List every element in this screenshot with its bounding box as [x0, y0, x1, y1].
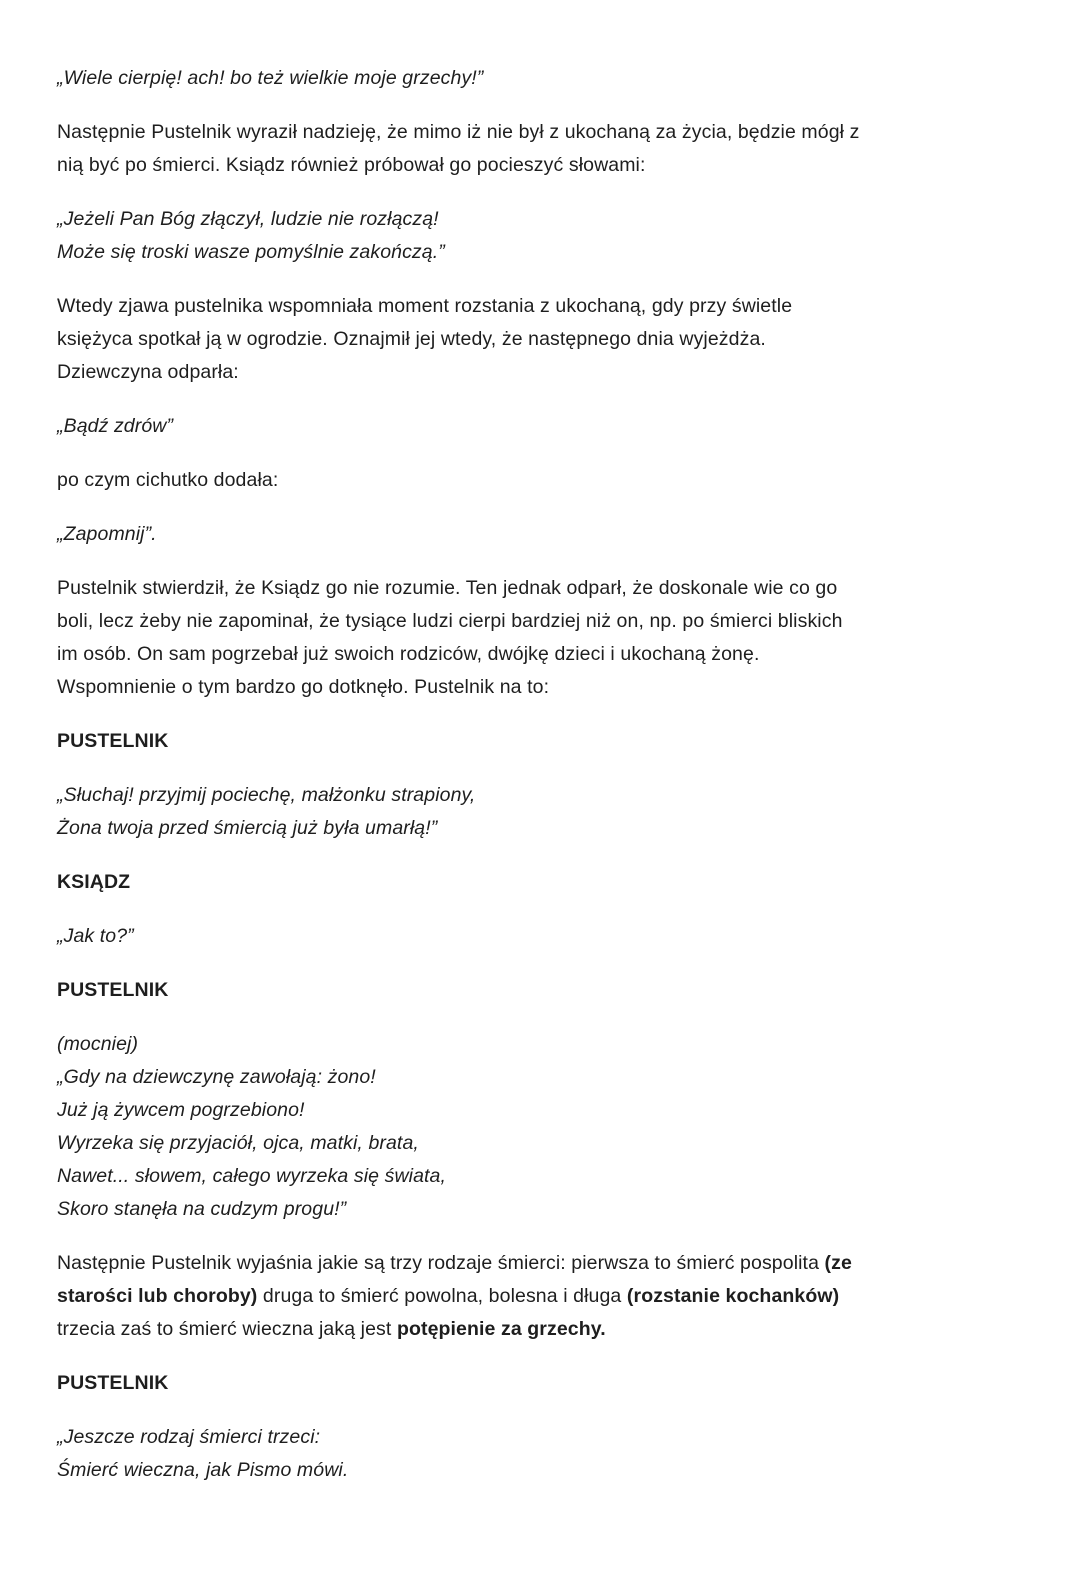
- quote-block: [57, 920, 1022, 953]
- text-segment: PUSTELNIK: [57, 1372, 169, 1394]
- text-line: [57, 1127, 1022, 1160]
- text-segment: Pustelnik stwierdził, że Ksiądz go nie rozumie. Ten jednak odparł, że doskonale wie co go: [57, 577, 838, 599]
- text-segment: Skoro stanęła na cudzym progu!”: [57, 1198, 347, 1220]
- text-line: [57, 920, 1022, 953]
- text-segment: boli, lecz żeby nie zapominał, że tysiące ludzi cierpi bardziej niż on, np. po śmierci bliskich: [57, 610, 843, 632]
- quote-block: [57, 203, 1022, 269]
- text-line: [57, 116, 1022, 149]
- text-segment: druga to śmierć powolna, bolesna i długa: [257, 1285, 627, 1307]
- text-line: [57, 356, 1022, 389]
- paragraph: [57, 464, 1022, 497]
- text-line: [57, 1061, 1022, 1094]
- text-segment: Następnie Pustelnik wyraził nadzieję, że mimo iż nie był z ukochaną za życia, będzie mógł z: [57, 121, 860, 143]
- text-line: [57, 974, 1022, 1007]
- bold-text-segment: (rozstanie kochanków): [626, 1285, 840, 1307]
- text-segment: nią być po śmierci. Ksiądz również próbował go pocieszyć słowami:: [57, 154, 646, 176]
- text-segment: Następnie Pustelnik wyjaśnia jakie są trzy rodzaje śmierci: pierwsza to śmierć pospolita: [57, 1252, 825, 1274]
- text-line: [57, 779, 1022, 812]
- text-segment: Wtedy zjawa pustelnika wspomniała moment rozstania z ukochaną, gdy przy świetle: [57, 295, 793, 317]
- text-line: [57, 203, 1022, 236]
- text-segment: Żona twoja przed śmiercią już była umarłą!”: [57, 817, 438, 839]
- quote-block: [57, 779, 1022, 845]
- text-segment: księżyca spotkał ją w ogrodzie. Oznajmił jej wtedy, że następnego dnia wyjeżdża.: [57, 328, 766, 350]
- text-line: [57, 1280, 1022, 1313]
- text-line: [57, 464, 1022, 497]
- text-segment: „Słuchaj! przyjmij pociechę, małżonku strapiony,: [57, 784, 476, 806]
- text-segment: Śmierć wieczna, jak Pismo mówi.: [57, 1459, 349, 1481]
- text-line: [57, 1160, 1022, 1193]
- text-line: [57, 236, 1022, 269]
- speaker-heading: [57, 866, 1022, 899]
- text-segment: „Jeżeli Pan Bóg złączył, ludzie nie rozłączą!: [57, 208, 439, 230]
- text-line: [57, 1094, 1022, 1127]
- bold-text-segment: (ze: [824, 1252, 852, 1274]
- text-line: [57, 725, 1022, 758]
- text-line: [57, 1454, 1022, 1487]
- text-line: [57, 638, 1022, 671]
- text-line: [57, 1028, 1022, 1061]
- text-line: [57, 812, 1022, 845]
- quote-block: [57, 1421, 1022, 1487]
- text-segment: Może się troski wasze pomyślnie zakończą.”: [57, 241, 445, 263]
- text-segment: (mocniej): [57, 1033, 139, 1055]
- bold-text-segment: starości lub choroby): [57, 1285, 258, 1307]
- text-line: [57, 1247, 1022, 1280]
- text-line: [57, 323, 1022, 356]
- text-segment: Już ją żywcem pogrzebiono!: [57, 1099, 305, 1121]
- text-line: [57, 1367, 1022, 1400]
- text-segment: „Wiele cierpię! ach! bo też wielkie moje grzechy!”: [57, 67, 484, 89]
- text-segment: „Jeszcze rodzaj śmierci trzeci:: [57, 1426, 321, 1448]
- text-line: [57, 671, 1022, 704]
- text-segment: Wyrzeka się przyjaciół, ojca, matki, brata,: [57, 1132, 419, 1154]
- text-line: [57, 572, 1022, 605]
- text-segment: KSIĄDZ: [57, 871, 131, 893]
- text-line: [57, 1193, 1022, 1226]
- text-line: [57, 62, 1022, 95]
- text-segment: im osób. On sam pogrzebał już swoich rodziców, dwójkę dzieci i ukochaną żonę.: [57, 643, 760, 665]
- text-segment: „Jak to?”: [57, 925, 134, 947]
- text-segment: Dziewczyna odparła:: [57, 361, 239, 383]
- text-segment: Wspomnienie o tym bardzo go dotknęło. Pustelnik na to:: [57, 676, 550, 698]
- paragraph: [57, 290, 1022, 389]
- text-line: [57, 605, 1022, 638]
- quote-block: [57, 1028, 1022, 1226]
- quote-block: [57, 410, 1022, 443]
- paragraph: [57, 116, 1022, 182]
- text-segment: Nawet... słowem, całego wyrzeka się świata,: [57, 1165, 447, 1187]
- text-segment: „Gdy na dziewczynę zawołają: żono!: [57, 1066, 376, 1088]
- quote-block: [57, 518, 1022, 551]
- text-line: [57, 518, 1022, 551]
- text-line: [57, 866, 1022, 899]
- text-segment: PUSTELNIK: [57, 979, 169, 1001]
- quote-block: [57, 62, 1022, 95]
- paragraph: [57, 1247, 1022, 1346]
- text-line: [57, 290, 1022, 323]
- text-segment: trzecia zaś to śmierć wieczna jaką jest: [57, 1318, 397, 1340]
- text-line: [57, 149, 1022, 182]
- text-line: [57, 1421, 1022, 1454]
- speaker-heading: [57, 1367, 1022, 1400]
- text-line: [57, 1313, 1022, 1346]
- speaker-heading: [57, 974, 1022, 1007]
- text-segment: „Bądź zdrów”: [57, 415, 174, 437]
- text-segment: PUSTELNIK: [57, 730, 169, 752]
- paragraph: [57, 572, 1022, 704]
- bold-text-segment: potępienie za grzechy.: [396, 1318, 606, 1340]
- text-segment: po czym cichutko dodała:: [57, 469, 279, 491]
- text-segment: „Zapomnij”.: [57, 523, 157, 545]
- text-line: [57, 410, 1022, 443]
- speaker-heading: [57, 725, 1022, 758]
